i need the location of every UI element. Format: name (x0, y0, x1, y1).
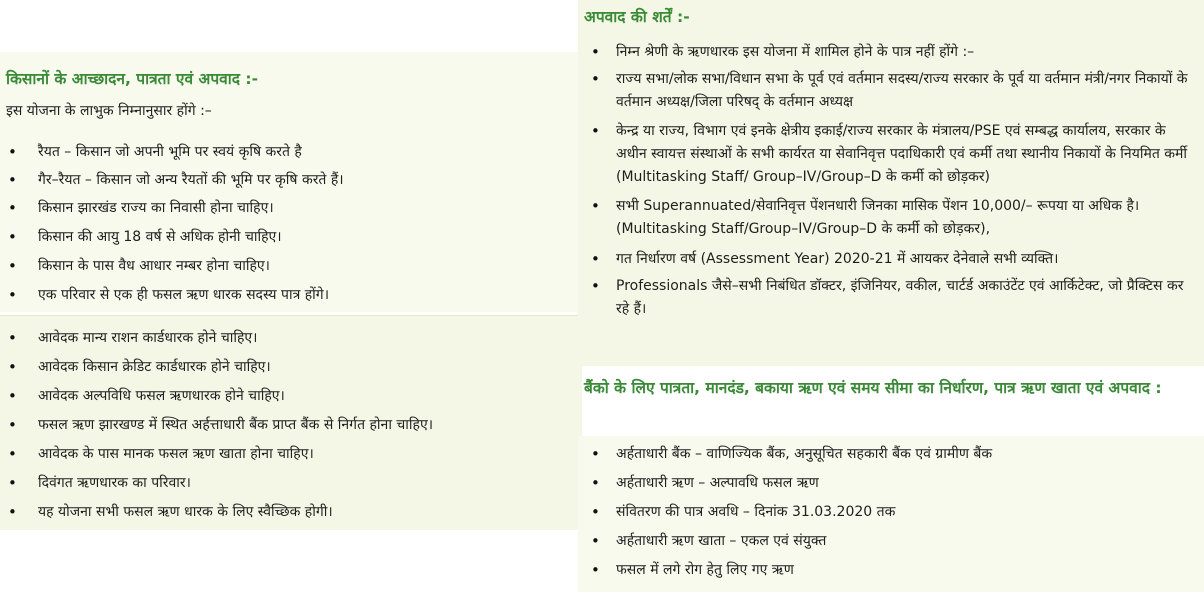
list-item: • किसान की आयु 18 वर्ष से अधिक होनी चाहिए। (0, 223, 580, 252)
left-divider (0, 315, 582, 316)
list-item: • अर्हताधारी बैंक – वाणिज्यिक बैंक, अनुसूचित सहकारी बैंक एवं ग्रामीण बैंक (578, 440, 1198, 469)
list-item: • आवेदक के पास मानक फसल ऋण खाता होना चाहिए। (0, 440, 580, 469)
list-item: • निम्न श्रेणी के ऋणधारक इस योजना में शामिल होने के पात्र नहीं होंगे :– (578, 40, 1198, 64)
list-item: • रैयत – किसान जो अपनी भूमि पर स्वयं कृषि करते है (0, 138, 580, 166)
list-item: • Professionals जैसे–सभी निबंधित डॉक्टर, इंजिनियर, वकील, चार्टर्ड अकाउंटेंट एवं आर्किटेक्ट, जो प्रैक्टिस कर रहे हैं। (578, 275, 1198, 321)
applicant-conditions-list (0, 324, 580, 527)
list-item: • गैर–रैयत – किसान जो अन्य रैयतों की भूमि पर कृषि करते हैं। (0, 166, 580, 194)
bank-criteria-list (578, 440, 1198, 585)
list-item: • किसान झारखंड राज्य का निवासी होना चाहिए। (0, 194, 580, 223)
list-item: • आवेदक अल्पविधि फसल ऋणधारक होने चाहिए। (0, 382, 580, 411)
list-item: • किसान के पास वैध आधार नम्बर होना चाहिए। (0, 252, 580, 281)
list-item: • गत निर्धारण वर्ष (Assessment Year) 2020-21 में आयकर देनेवाले सभी व्यक्ति। (578, 247, 1198, 271)
list-item: • आवेदक किसान क्रेडिट कार्डधारक होने चाहिए। (0, 353, 580, 382)
eligibility-list (0, 138, 580, 310)
exceptions-list (578, 40, 1198, 321)
right-column (578, 0, 1204, 592)
list-item: • यह योजना सभी फसल ऋण धारक के लिए स्वैच्छिक होगी। (0, 498, 580, 527)
left-intro: इस योजना के लाभुक निम्नानुसार होंगे :– (6, 103, 212, 119)
list-item: • संवितरण की पात्र अवधि – दिनांक 31.03.2020 तक (578, 498, 1198, 527)
list-item: • सभी Superannuated/सेवानिवृत्त पेंशनधारी जिनका मासिक पेंशन 10,000/– रूपया या अधिक है। (Multitasking Staff/Group–IV/Group–D के कर्मी को छोड़कर), (578, 195, 1198, 241)
list-item: • राज्य सभा/लोक सभा/विधान सभा के पूर्व एवं वर्तमान सदस्य/राज्य सरकार के पूर्व या वर्तमान मंत्री/नगर निकायों के वर्तमान अध्यक्ष/जिला परिषद् के वर्तमान अध्यक्ष (578, 68, 1198, 114)
list-item: • फसल ऋण झारखण्ड में स्थित अर्हत्ताधारी बैंक प्राप्त बैंक से निर्गत होना चाहिए। (0, 411, 580, 440)
list-item: • केन्द्र या राज्य, विभाग एवं इनके क्षेत्रीय इकाई/राज्य सरकार के मंत्रालय/PSE एवं सम्बद्ध कार्यालय, सरकार के अधीन स्वायत्त संस्थाओं के सभी कार्यरत या सेवानिवृत्त पदाधिकारी एवं कर्मी तथा स्थानीय निकायों के नियमित कर्मी (Multitasking Staff/ Group–IV/Group–D के कर्मी को छोड़कर) (578, 120, 1198, 189)
list-item: • एक परिवार से एक ही फसल ऋण धारक सदस्य पात्र होंगे। (0, 281, 580, 310)
list-item: • अर्हताधारी ऋण – अल्पावधि फसल ऋण (578, 469, 1198, 498)
left-column (0, 0, 582, 592)
list-item: • दिवंगत ऋणधारक का परिवार। (0, 469, 580, 498)
list-item: • अर्हताधारी ऋण खाता – एकल एवं संयुक्त (578, 527, 1198, 556)
list-item: • आवेदक मान्य राशन कार्डधारक होने चाहिए। (0, 324, 580, 353)
list-item: • फसल में लगे रोग हेतु लिए गए ऋण (578, 556, 1198, 585)
exceptions-heading: अपवाद की शर्तें :- (584, 8, 690, 26)
left-heading: किसानों के आच्छादन, पात्रता एवं अपवाद :- (6, 70, 259, 88)
bank-eligibility-heading: बैंको के लिए पात्रता, मानदंड, बकाया ऋण एवं समय सीमा का निर्धारण, पात्र ऋण खाता एवं अपवाद : (584, 379, 1162, 397)
